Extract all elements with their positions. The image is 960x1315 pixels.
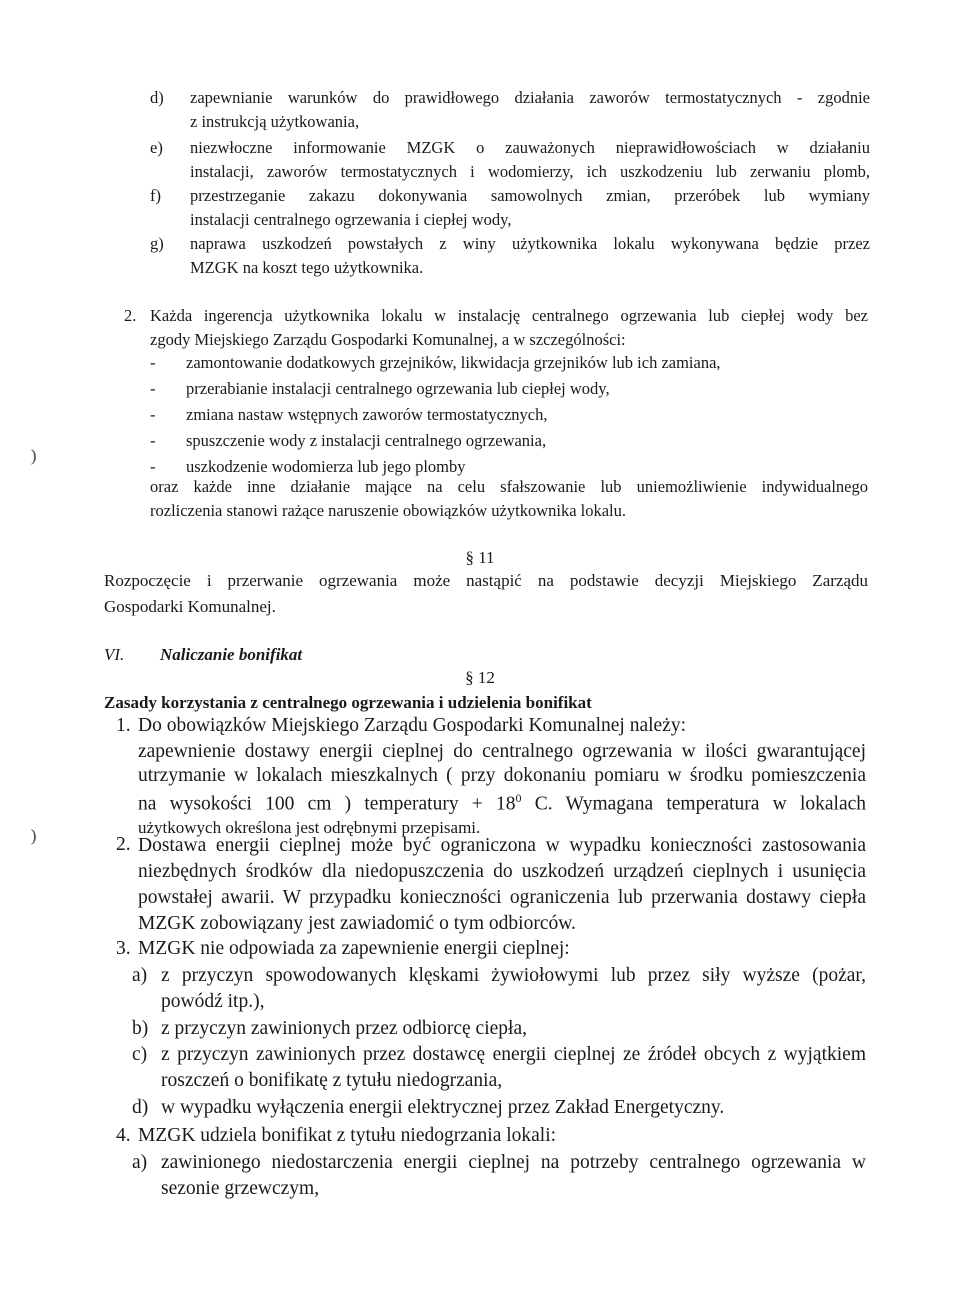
item-line: powódź itp.), xyxy=(161,991,265,1012)
point-2-text xyxy=(150,304,868,352)
item-label: f) xyxy=(150,186,161,205)
item-line: z przyczyn zawinionych przez odbiorcę ciepła, xyxy=(161,1018,527,1039)
item-line: instalacji centralnego ogrzewania i ciepłej wody, xyxy=(190,210,512,229)
item-line: naprawa uszkodzeń powstałych z winy użytkownika lokalu wykonywana będzie przez xyxy=(190,234,870,253)
dash-list xyxy=(150,351,850,481)
item-line: z przyczyn zawinionych przez dostawcę energii cieplnej ze źródeł obcych z wyjątkiem xyxy=(161,1044,866,1065)
dash-text: zamontowanie dodatkowych grzejników, likwidacja grzejników lub ich zamiana, xyxy=(186,353,721,372)
point-2-text xyxy=(138,833,866,937)
chapter-title: Naliczanie bonifikat xyxy=(160,645,303,664)
dash-mark: - xyxy=(150,405,156,424)
paragraph-line: niezbędnych środków dla niedopuszczenia do uszkodzeń urządzeń cieplnych i usunięcia xyxy=(138,861,866,882)
paragraph-line: Gospodarki Komunalnej. xyxy=(104,597,276,616)
dash-item xyxy=(150,403,850,429)
paragraph-line: zapewnienie dostawy energii cieplnej do centralnego ogrzewania w ilości gwarantującej xyxy=(138,741,866,762)
dash-mark: - xyxy=(150,431,156,450)
dash-text: przerabianie instalacji centralnego ogrzewania lub ciepłej wody, xyxy=(186,379,610,398)
point-intro: MZGK udziela bonifikat z tytułu niedogrzania lokali: xyxy=(138,1125,557,1146)
item-line: MZGK na koszt tego użytkownika. xyxy=(190,258,424,277)
point-number: 3. xyxy=(116,938,131,959)
item-label: e) xyxy=(150,138,163,157)
dash-item xyxy=(150,377,850,403)
item-line: przestrzeganie zakazu dokonywania samowolnych zmian, przeróbek lub wymiany xyxy=(190,186,870,205)
dash-text: uszkodzenie wodomierza lub jego plomby xyxy=(186,457,466,476)
text-segment: C. Wymagana temperatura w lokalach xyxy=(521,793,866,815)
item-label: g) xyxy=(150,234,164,253)
paragraph-line: oraz każde inne działanie mające na celu sfałszowanie lub uniemożliwienie indywidualnego xyxy=(150,477,868,496)
paragraph-line: Każda ingerencja użytkownika lokalu w instalację centralnego ogrzewania lub ciepłej wody bez xyxy=(150,306,868,325)
point-intro: MZGK nie odpowiada za zapewnienie energii cieplnej: xyxy=(138,938,570,959)
dash-text: zmiana nastaw wstępnych zaworów termostatycznych, xyxy=(186,405,548,424)
sub-item-label: a) xyxy=(132,1152,148,1173)
item-line: w wypadku wyłączenia energii elektrycznej przez Zakład Energetyczny. xyxy=(161,1097,725,1118)
point-2-closing xyxy=(150,475,868,523)
dash-mark: - xyxy=(150,379,156,398)
item-label: d) xyxy=(150,88,164,107)
dash-item xyxy=(150,429,850,455)
item-line: zawinionego niedostarczenia energii cieplnej na potrzeby centralnego ogrzewania w xyxy=(161,1152,866,1173)
paragraph-line: utrzymanie w lokalach mieszkalnych ( przy dokonaniu pomiaru w środku pomieszczenia xyxy=(138,764,866,786)
paragraph-11-text xyxy=(104,568,868,620)
sub-item-label: b) xyxy=(132,1018,149,1039)
chapter-number: VI. xyxy=(104,645,125,664)
dash-mark: - xyxy=(150,457,156,476)
superscript: 0 xyxy=(515,791,522,805)
paragraph-line: Dostawa energii cieplnej może być ograniczona w wypadku konieczności zastosowania xyxy=(138,835,866,856)
sub-item-label: a) xyxy=(132,965,148,986)
sub-item-label: c) xyxy=(132,1044,148,1065)
margin-mark: ⁾ xyxy=(30,445,38,480)
section-title: Zasady korzystania z centralnego ogrzewania i udzielenia bonifikat xyxy=(104,693,592,712)
paragraph-line: powstałej awarii. W przypadku konieczności ograniczenia lub przerwania dostawy ciepła xyxy=(138,887,866,908)
dash-item xyxy=(150,351,850,377)
item-line: z przyczyn spowodowanych klęskami żywiołowymi lub przez siły wyższe (pożar, xyxy=(161,965,866,986)
item-line: sezonie grzewczym, xyxy=(161,1178,320,1199)
point-number: 2. xyxy=(116,834,131,855)
paragraph-line: zgody Miejskiego Zarządu Gospodarki Komunalnej, a w szczególności: xyxy=(150,330,626,349)
paragraph-line: rozliczenia stanowi rażące naruszenie obowiązków użytkownika lokalu. xyxy=(150,501,627,520)
dash-text: spuszczenie wody z instalacji centralnego ogrzewania, xyxy=(186,431,547,450)
paragraph-line: MZGK zobowiązany jest zawiadomić o tym odbiorców. xyxy=(138,913,576,934)
item-line: z instrukcją użytkowania, xyxy=(190,112,360,131)
paragraph-line: Rozpoczęcie i przerwanie ogrzewania może nastąpić na podstawie decyzji Miejskiego Zarządu xyxy=(104,571,868,590)
paragraph-line-temperature xyxy=(138,787,866,816)
margin-mark: ⁾ xyxy=(30,825,38,860)
paragraph-line: użytkowych określona jest odrębnymi przepisami. xyxy=(138,818,481,837)
item-line: zapewnianie warunków do prawidłowego działania zaworów termostatycznych - zgodnie xyxy=(190,88,870,107)
item-line: niezwłoczne informowanie MZGK o zauważonych nieprawidłowościach w działaniu xyxy=(190,138,870,157)
item-line: instalacji, zaworów termostatycznych i wodomierzy, ich uszkodzeniu lub zerwaniu plomb, xyxy=(190,162,870,181)
point-intro: Do obowiązków Miejskiego Zarządu Gospodarki Komunalnej należy: xyxy=(138,715,687,736)
item-line: roszczeń o bonifikatę z tytułu niedogrzania, xyxy=(161,1070,503,1091)
point-number: 2. xyxy=(124,306,137,325)
section-heading: § 12 xyxy=(465,668,495,687)
point-number: 4. xyxy=(116,1125,131,1146)
point-1-text xyxy=(138,740,866,840)
point-number: 1. xyxy=(116,715,131,736)
section-heading: § 11 xyxy=(465,548,495,567)
text-segment: na wysokości 100 cm ) temperatury + 18 xyxy=(138,793,516,815)
dash-mark: - xyxy=(150,353,156,372)
sub-item-label: d) xyxy=(132,1097,149,1118)
